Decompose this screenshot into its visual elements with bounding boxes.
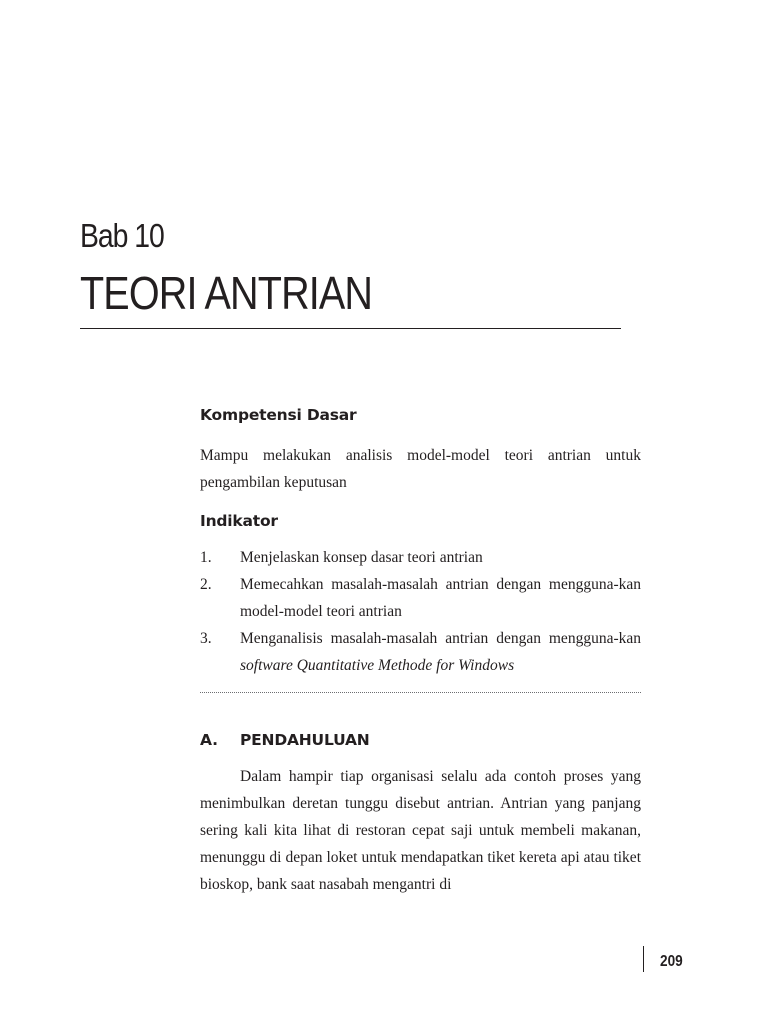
item-text xyxy=(240,571,641,625)
item-text xyxy=(240,544,641,571)
indikator-item xyxy=(200,571,641,625)
indikator-item xyxy=(200,625,641,679)
item-text-emphasis: software Quantitative Methode for Windows xyxy=(240,657,515,674)
chapter-title: TEORI ANTRIAN xyxy=(80,267,373,319)
section-number: A. xyxy=(200,731,218,749)
indikator-item xyxy=(200,544,641,571)
section-heading xyxy=(200,729,641,751)
section-title: PENDAHULUAN xyxy=(240,731,370,749)
item-text xyxy=(240,625,641,679)
item-number: 2. xyxy=(200,576,212,593)
page-footer xyxy=(643,946,687,972)
item-number: 3. xyxy=(200,630,212,647)
dotted-divider xyxy=(200,692,641,693)
title-divider xyxy=(80,328,621,329)
chapter-label: Bab 10 xyxy=(80,217,164,254)
item-text-main: Menjelaskan konsep dasar teori antrian xyxy=(240,549,483,566)
chapter-content xyxy=(200,404,641,898)
kompetensi-text: Mampu melakukan analisis model-model teori antrian untuk pengambilan keputusan xyxy=(200,447,641,491)
indikator-heading: Indikator xyxy=(200,512,278,530)
page-number: 209 xyxy=(660,953,683,970)
kompetensi-heading: Kompetensi Dasar xyxy=(200,406,357,424)
item-text-main: Memecahkan masalah-masalah antrian dengan mengguna-kan model-model teori antrian xyxy=(240,576,641,620)
indikator-list xyxy=(200,544,641,679)
item-number: 1. xyxy=(200,549,212,566)
body-paragraph: Dalam hampir tiap organisasi selalu ada contoh proses yang menimbulkan deretan tunggu disebut antrian. Antrian yang panjang sering kali kita lihat di restoran cepat saji untuk membeli makanan, menunggu di depan loket untuk mendapatkan tiket kereta api atau tiket bioskop, bank saat nasabah mengantri di xyxy=(200,768,641,893)
item-text-main: Menganalisis masalah-masalah antrian dengan mengguna-kan xyxy=(240,630,641,647)
